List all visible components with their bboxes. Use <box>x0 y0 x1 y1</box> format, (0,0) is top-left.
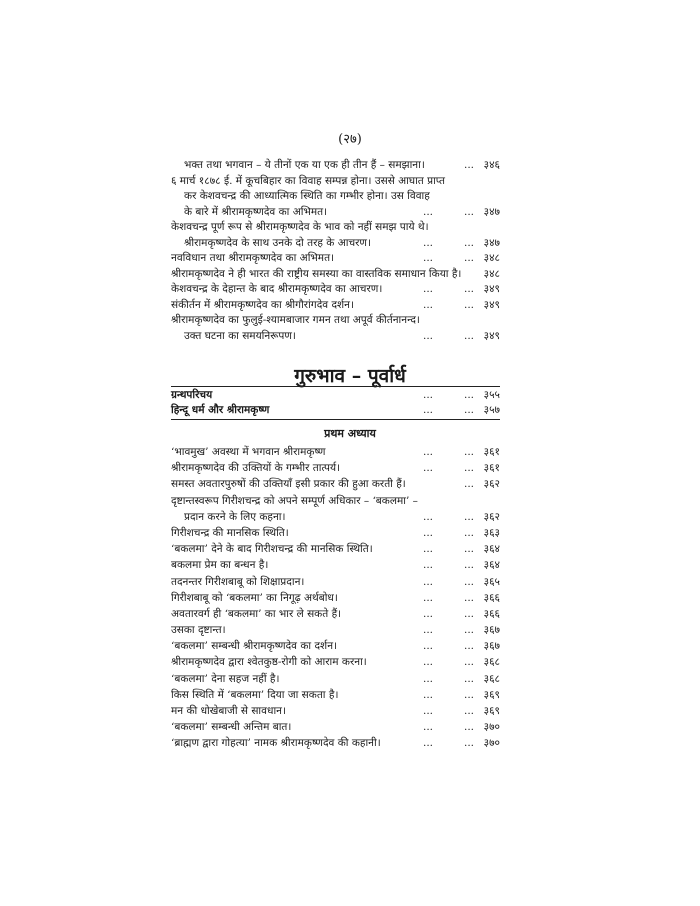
toc-page-number: ३६४ <box>483 559 500 572</box>
toc-leader-dots: ... <box>423 526 434 539</box>
toc-entry <box>171 460 500 476</box>
toc-leader-dots: ... <box>464 640 475 653</box>
toc-leader-dots: ... <box>423 688 434 701</box>
toc-entry-text: नवविधान तथा श्रीरामकृष्णदेव का अभिमत। <box>171 252 335 264</box>
toc-leader-dots: ... <box>423 543 434 556</box>
toc-entry <box>171 444 500 460</box>
toc-leader-dots: ... <box>423 559 434 572</box>
toc-entry <box>171 189 500 205</box>
toc-entry <box>171 267 500 283</box>
toc-entry <box>171 493 500 509</box>
toc-entry <box>171 590 500 606</box>
toc-entry-text: ६ मार्च १८७८ ई. में कूचबिहार का विवाह सम्पन्न होना। उससे आघात प्राप्त <box>171 174 446 187</box>
toc-entry-text: समस्त अवतारपुरुषों की उक्तियाँ इसी प्रकार की हुआ करती हैं। <box>171 478 406 491</box>
toc-leader-dots: ... <box>423 298 434 311</box>
toc-entry-text: गिरीशबाबू को ‘बकलमा’ का निगूढ़ अर्थबोध। <box>171 591 338 604</box>
toc-leader-dots: ... <box>464 526 475 539</box>
toc-leader-dots: ... <box>464 705 475 717</box>
section-title: गुरुभाव – पूर्वार्ध <box>294 365 406 387</box>
toc-leader-dots: ... <box>423 737 434 750</box>
chapter-title: प्रथम अध्याय <box>324 427 376 440</box>
toc-leader-dots: ... <box>464 559 475 572</box>
toc-leader-dots: ... <box>423 205 434 218</box>
toc-entry-text: तदनन्तर गिरीशबाबू को शिक्षाप्रदान। <box>171 575 305 588</box>
toc-entry-text: किस स्थिति में ‘बकलमा’ दिया जा सकता है। <box>171 688 339 701</box>
toc-page-number: ३६१ <box>483 462 500 475</box>
toc-leader-dots: ... <box>464 543 475 556</box>
toc-page-number: ३५५ <box>483 389 500 401</box>
toc-page-number: ३४८ <box>483 252 500 264</box>
toc-leader-dots: ... <box>423 721 434 734</box>
toc-leader-dots: ... <box>423 672 434 685</box>
toc-page-number: ३६३ <box>483 526 500 539</box>
toc-entry <box>171 174 500 190</box>
toc-block-front-matter <box>171 388 500 418</box>
toc-entry <box>171 687 500 703</box>
section-rule-top <box>171 386 500 387</box>
toc-entry <box>171 220 500 236</box>
toc-page-number: ३४९ <box>483 329 500 342</box>
toc-entry <box>171 205 500 221</box>
toc-entry-text: उक्त घटना का समयनिरूपण। <box>184 329 296 342</box>
toc-leader-dots: ... <box>423 624 434 637</box>
toc-leader-dots: ... <box>464 575 475 588</box>
toc-entry-text: ‘ब्राह्मण द्वारा गोहत्या’ नामक श्रीरामकृष्णदेव की कहानी। <box>171 737 381 750</box>
toc-entry-text: ‘बकलमा’ देने के बाद गिरीशचन्द्र की मानसिक स्थिति। <box>171 543 373 556</box>
toc-page-number: ३४६ <box>483 159 500 171</box>
toc-leader-dots: ... <box>464 404 475 416</box>
toc-page-number: ३६७ <box>483 640 500 653</box>
toc-entry <box>171 541 500 557</box>
toc-entry <box>171 719 500 735</box>
toc-leader-dots: ... <box>464 205 475 218</box>
toc-leader-dots: ... <box>423 510 434 523</box>
toc-leader-dots: ... <box>464 721 475 734</box>
toc-page-number: ३४९ <box>483 283 500 295</box>
toc-entry-text: अवतारवर्ग ही ‘बकलमा’ का भार ले सकते हैं। <box>171 607 342 620</box>
toc-entry-text: ‘भावमुख’ अवस्था में भगवान श्रीरामकृष्ण <box>171 446 326 458</box>
toc-entry <box>171 313 500 329</box>
toc-entry-text: श्रीरामकृष्णदेव ने ही भारत की राष्ट्रीय समस्या का वास्तविक समाधान किया है। <box>171 267 462 280</box>
toc-leader-dots: ... <box>423 607 434 620</box>
toc-leader-dots: ... <box>464 283 475 295</box>
toc-leader-dots: ... <box>423 705 434 717</box>
toc-entry <box>171 509 500 525</box>
page-number: (२७) <box>338 132 362 147</box>
toc-page-number: ३६४ <box>483 543 500 556</box>
toc-block-intro <box>171 158 500 344</box>
toc-leader-dots: ... <box>423 591 434 604</box>
toc-entry-text: प्रदान करने के लिए कहना। <box>184 510 286 523</box>
toc-page-number: ३४९ <box>483 298 500 311</box>
toc-entry-text: दृष्टान्तस्वरूप गिरीशचन्द्र को अपने सम्पूर्ण अधिकार – ‘बकलमा’ – <box>171 494 418 507</box>
toc-leader-dots: ... <box>423 283 434 295</box>
toc-entry-text: भक्त तथा भगवान – ये तीनों एक या एक ही तीन हैं – समझाना। <box>184 159 425 171</box>
toc-leader-dots: ... <box>464 159 475 171</box>
toc-page-number: ३६२ <box>483 510 500 523</box>
toc-entry <box>171 403 500 418</box>
toc-page-number: ३७० <box>483 737 500 750</box>
toc-leader-dots: ... <box>423 640 434 653</box>
toc-leader-dots: ... <box>464 607 475 620</box>
toc-page-number: ३५७ <box>483 404 500 416</box>
toc-leader-dots: ... <box>464 737 475 750</box>
toc-leader-dots: ... <box>423 389 434 401</box>
toc-entry-text: बकलमा प्रेम का बन्धन है। <box>171 559 269 572</box>
toc-page-number: ३६७ <box>483 624 500 637</box>
toc-entry <box>171 735 500 751</box>
toc-leader-dots: ... <box>423 446 434 458</box>
toc-leader-dots: ... <box>464 252 475 264</box>
toc-entry <box>171 557 500 573</box>
toc-entry-text: श्रीरामकृष्णदेव के साथ उनके दो तरह के आचरण। <box>184 236 371 249</box>
toc-entry <box>171 671 500 687</box>
toc-leader-dots: ... <box>464 389 475 401</box>
toc-entry <box>171 606 500 622</box>
toc-page-number: ३६२ <box>483 478 500 491</box>
toc-entry-text: संकीर्तन में श्रीरामकृष्णदेव का श्रीगौरांगदेव दर्शन। <box>171 298 354 311</box>
toc-page-number: ३४७ <box>483 236 500 249</box>
toc-leader-dots: ... <box>423 329 434 342</box>
toc-page-number: ३६९ <box>483 688 500 701</box>
toc-entry-text: श्रीरामकृष्णदेव द्वारा श्वेतकुष्ठ-रोगी को आराम करना। <box>171 656 367 669</box>
toc-entry <box>171 236 500 252</box>
toc-entry-text: कर केशवचन्द्र की आध्यात्मिक स्थिति का गम्भीर होना। उस विवाह <box>184 190 430 202</box>
toc-entry-text: श्रीरामकृष्णदेव का फुलुई-श्यामबाजार गमन तथा अपूर्व कीर्तनानन्द। <box>171 314 420 326</box>
toc-leader-dots: ... <box>423 575 434 588</box>
toc-page-number: ३६९ <box>483 705 500 717</box>
toc-entry <box>171 158 500 174</box>
toc-page-number: ३६५ <box>483 575 500 588</box>
toc-page-number: ३६१ <box>483 446 500 458</box>
toc-leader-dots: ... <box>464 688 475 701</box>
toc-entry-text: ‘बकलमा’ सम्बन्धी श्रीरामकृष्णदेव का दर्शन। <box>171 640 337 653</box>
toc-entry-text: गिरीशचन्द्र की मानसिक स्थिति। <box>171 526 289 539</box>
toc-leader-dots: ... <box>423 462 434 475</box>
toc-leader-dots: ... <box>464 446 475 458</box>
toc-leader-dots: ... <box>464 462 475 475</box>
toc-leader-dots: ... <box>423 404 434 416</box>
toc-leader-dots: ... <box>464 298 475 311</box>
toc-leader-dots: ... <box>464 510 475 523</box>
toc-entry-text: श्रीरामकृष्णदेव की उक्तियों के गम्भीर तात्पर्य। <box>171 462 341 475</box>
toc-entry-text: उसका दृष्टान्त। <box>171 624 226 637</box>
toc-entry-text: केशवचन्द्र के देहान्त के बाद श्रीरामकृष्णदेव का आचरण। <box>171 283 383 295</box>
toc-leader-dots: ... <box>464 478 475 491</box>
toc-entry <box>171 703 500 719</box>
toc-entry <box>171 622 500 638</box>
toc-leader-dots: ... <box>464 624 475 637</box>
toc-entry <box>171 282 500 298</box>
section-rule-bottom <box>171 419 500 420</box>
toc-entry-text: ‘बकलमा’ सम्बन्धी अन्तिम बात। <box>171 721 292 734</box>
toc-leader-dots: ... <box>464 329 475 342</box>
toc-entry <box>171 654 500 670</box>
toc-entry <box>171 251 500 267</box>
toc-page-number: ३७० <box>483 721 500 734</box>
toc-entry-text: मन की धोखेबाजी से सावधान। <box>171 705 286 717</box>
toc-page-number: ३६६ <box>483 607 500 620</box>
toc-entry <box>171 574 500 590</box>
toc-page-number: ३६८ <box>483 656 500 669</box>
toc-entry <box>171 388 500 403</box>
toc-entry <box>171 476 500 492</box>
toc-entry-text: के बारे में श्रीरामकृष्णदेव का अभिमत। <box>184 205 328 218</box>
toc-page-number: ३४७ <box>483 205 500 218</box>
toc-leader-dots: ... <box>464 591 475 604</box>
toc-leader-dots: ... <box>464 236 475 249</box>
toc-block-chapter-one <box>171 444 500 752</box>
toc-leader-dots: ... <box>423 656 434 669</box>
toc-page-number: ३४८ <box>483 267 500 280</box>
toc-leader-dots: ... <box>423 252 434 264</box>
toc-page-number: ३६८ <box>483 672 500 685</box>
toc-entry <box>171 638 500 654</box>
toc-leader-dots: ... <box>464 672 475 685</box>
toc-entry-text: ‘बकलमा’ देना सहज नहीं है। <box>171 672 280 685</box>
toc-entry-text: ग्रन्थपरिचय <box>171 389 213 401</box>
toc-leader-dots: ... <box>423 236 434 249</box>
toc-entry <box>171 298 500 314</box>
toc-leader-dots: ... <box>464 656 475 669</box>
toc-page-number: ३६६ <box>483 591 500 604</box>
toc-entry <box>171 525 500 541</box>
toc-entry-text: हिन्दू धर्म और श्रीरामकृष्ण <box>171 404 270 416</box>
toc-entry-text: केशवचन्द्र पूर्ण रूप से श्रीरामकृष्णदेव के भाव को नहीं समझ पाये थे। <box>171 221 429 233</box>
toc-entry <box>171 329 500 345</box>
